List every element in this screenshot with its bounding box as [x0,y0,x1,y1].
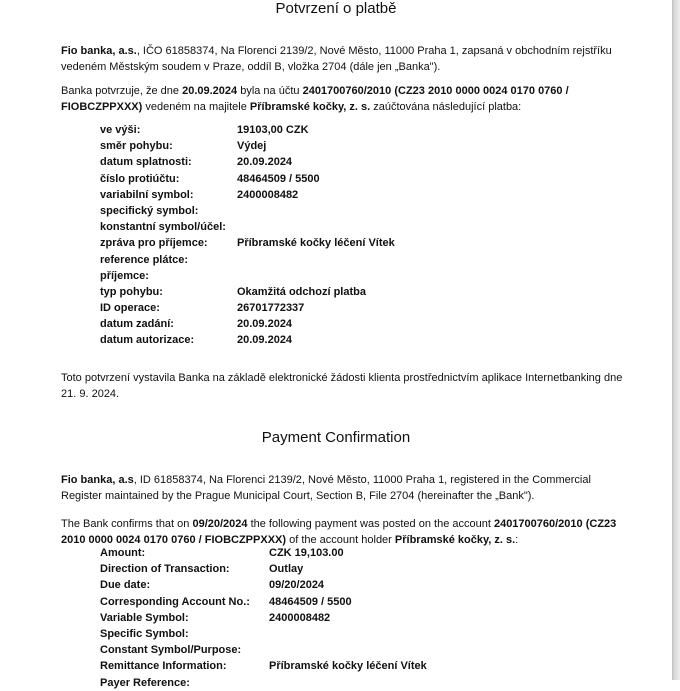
cz-bank-paragraph [61,43,631,75]
row-label: Remittance Information: [100,660,227,673]
en-title: Payment Confirmation [261,429,411,446]
cz-confirm-date: 20.09.2024 [182,85,238,97]
en-confirm-prefix: The Bank confirms that on [61,518,193,530]
row-value: 2400008482 [237,188,299,201]
viewer-right-edge [672,0,680,680]
row-value: 48464509 / 5500 [237,172,320,185]
row-value: Příbramské kočky léčení Vítek [237,237,395,250]
row-value: CZK 19,103.00 [269,547,344,559]
row-label: Corresponding Account No.: [100,595,250,608]
row-label: Constant Symbol/Purpose: [100,644,242,657]
cz-bank-info: , IČO 61858374, Na Florenci 2139/2, Nové Město, 11000 Praha 1, zapsaná v obchodním rejstříku vedeném Městským soudem v Praze, oddíl B, vložka 2704 (dále jen „Banka"). [61,45,612,73]
cz-confirm-mid: byla na účtu [237,85,303,97]
row-value: 2400008482 [269,611,331,624]
row-label: příjemce: [100,269,149,282]
en-confirm-date: 09/20/2024 [192,518,248,530]
cz-confirm-mid2: vedeném na majitele [142,101,250,113]
row-label: datum zadání: [100,318,174,331]
row-label: ID operace: [100,302,160,315]
en-confirm-paragraph [61,516,631,548]
row-label: Payer Reference: [100,676,190,689]
cz-confirm-prefix: Banka potvrzuje, že dne [61,85,183,97]
en-confirm-mid2: of the account holder [286,534,395,546]
en-bank-info: , ID 61858374, Na Florenci 2139/2, Nové Město, 11000 Praha 1, registered in the Commercial Register maintained by the Prague Municipal Court, Section B, File 2704 (hereinafter the „Bank"). [61,474,591,502]
row-label: Amount: [100,547,146,559]
row-label: Specific Symbol: [100,627,189,640]
row-label: Direction of Transaction: [100,563,230,576]
en-confirm-mid: the following payment was posted on the account [247,518,494,530]
cz-confirm-suffix: zaúčtována následující platba: [370,101,522,113]
en-confirm-account: 2401700760/2010 (CZ23 2010 0000 0024 0170 0760 / FIOBCZPPXXX) [61,518,617,546]
row-label: specifický symbol: [100,204,199,217]
row-value: 19103,00 CZK [237,124,309,136]
row-label: konstantní symbol/účel: [100,221,226,234]
row-value: 09/20/2024 [269,579,325,592]
cz-footer-note: Toto potvrzení vystavila Banka na základě elektronické žádosti klienta prostřednictvím aplikace Internetbanking dne 21. 9. 2024. [61,372,623,400]
row-value: 48464509 / 5500 [269,595,352,608]
row-label: reference plátce: [100,253,189,266]
row-label: variabilní symbol: [100,188,194,201]
row-label: datum autorizace: [100,334,195,347]
row-label: Variable Symbol: [100,611,189,624]
cz-confirm-holder: Příbramské kočky, z. s. [249,101,371,113]
row-value: 26701772337 [237,302,305,315]
row-label: datum splatnosti: [100,156,192,169]
row-label: Due date: [100,579,151,592]
row-value: 20.09.2024 [237,156,293,169]
en-confirm-holder: Příbramské kočky, z. s. [394,534,516,546]
row-value: 20.09.2024 [237,334,293,347]
cz-confirm-paragraph [61,83,631,115]
row-label: zpráva pro příjemce: [100,237,208,250]
cz-title: Potvrzení o platbě [275,0,397,17]
row-label: ve výši: [100,124,141,136]
row-label: typ pohybu: [100,285,163,298]
cz-confirm-account: 2401700760/2010 (CZ23 2010 0000 0024 0170 0760 / FIOBCZPPXXX) [61,85,569,113]
row-value: Příbramské kočky léčení Vítek [269,660,427,673]
en-bank-paragraph [61,472,631,504]
row-value: Výdej [237,140,267,153]
row-value: Okamžitá odchozí platba [237,285,366,298]
en-confirm-suffix: : [515,534,519,546]
row-label: číslo protiúčtu: [100,172,180,185]
row-label: směr pohybu: [100,140,173,153]
en-bank-name: Fio banka, a.s [61,474,134,486]
row-value: 20.09.2024 [237,318,293,331]
row-value: Outlay [269,563,304,576]
cz-bank-name: Fio banka, a.s. [61,45,137,57]
